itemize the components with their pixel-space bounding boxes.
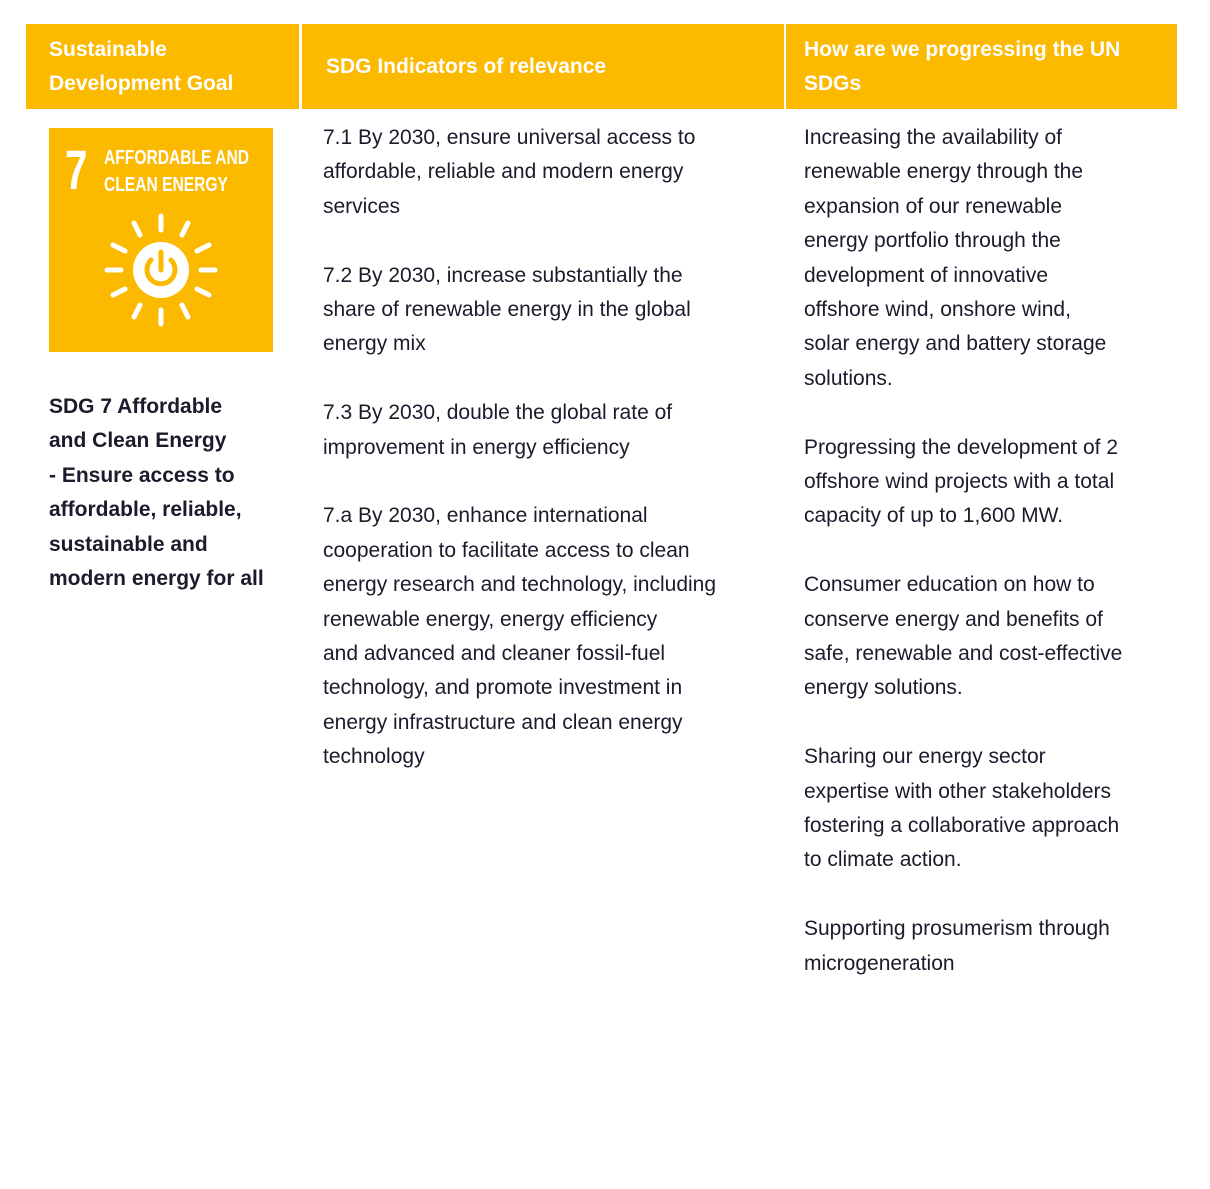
progress-line: development of innovative xyxy=(804,263,1048,287)
indicator-7-3 xyxy=(323,396,774,465)
indicator-7-1 xyxy=(323,121,774,224)
goal-description-line: sustainable and xyxy=(49,532,208,556)
progress-line: offshore wind, onshore wind, xyxy=(804,298,1071,322)
sdg-table xyxy=(26,24,1177,1015)
progress-line: energy solutions. xyxy=(804,676,963,700)
progress-item xyxy=(804,740,1167,878)
progress-line: Supporting prosumerism through xyxy=(804,917,1110,941)
sdg-number: 7 xyxy=(65,138,88,201)
goal-description-line: SDG 7 Affordable xyxy=(49,395,223,418)
goal-description-line: and Clean Energy xyxy=(49,429,227,453)
progress-line: Increasing the availability of xyxy=(804,126,1062,149)
progress-column xyxy=(784,109,1177,1015)
indicator-line: renewable energy, energy efficiency xyxy=(323,607,658,631)
progress-line: expertise with other stakeholders xyxy=(804,779,1111,803)
goal-column xyxy=(26,109,299,1015)
header-goal-line: Development Goal xyxy=(49,71,234,95)
indicator-line: energy infrastructure and clean energy xyxy=(323,710,683,734)
indicator-line: technology, and promote investment in xyxy=(323,676,683,700)
progress-line: solutions. xyxy=(804,366,893,390)
progress-line: offshore wind projects with a total xyxy=(804,470,1115,494)
header-goal xyxy=(26,24,299,109)
progress-item xyxy=(804,431,1167,534)
header-indicators xyxy=(302,24,784,109)
indicator-7-a xyxy=(323,499,774,774)
header-indicators-label: SDG Indicators of relevance xyxy=(326,54,607,78)
header-progress-line: How are we progressing the UN xyxy=(804,37,1121,61)
progress-line: energy portfolio through the xyxy=(804,229,1061,253)
indicator-line: 7.2 By 2030, increase substantially the xyxy=(323,263,683,287)
goal-description-line: modern energy for all xyxy=(49,567,264,591)
progress-line: microgeneration xyxy=(804,951,955,975)
goal-description-line: affordable, reliable, xyxy=(49,498,242,522)
indicators-column xyxy=(299,109,784,1015)
progress-line: Sharing our energy sector xyxy=(804,745,1046,769)
progress-line: fostering a collaborative approach xyxy=(804,814,1120,838)
indicator-line: affordable, reliable and modern energy xyxy=(323,160,684,184)
header-goal-line: Sustainable xyxy=(49,37,167,61)
header-progress-line: SDGs xyxy=(804,71,862,95)
sdg-tile-title-line: AFFORDABLE AND xyxy=(104,147,250,169)
indicator-line: improvement in energy efficiency xyxy=(323,435,630,459)
sdg-tile-title xyxy=(104,145,252,199)
indicator-line: 7.3 By 2030, double the global rate of xyxy=(323,401,673,425)
table-row xyxy=(26,109,1177,1015)
indicator-line: services xyxy=(323,194,401,218)
progress-item xyxy=(804,568,1167,706)
sdg-7-tile xyxy=(49,128,273,352)
progress-item xyxy=(804,912,1167,981)
indicator-line: and advanced and cleaner fossil-fuel xyxy=(323,642,666,666)
indicator-line: technology xyxy=(323,745,425,769)
indicator-line: energy research and technology, including xyxy=(323,573,717,597)
indicator-line: share of renewable energy in the global xyxy=(323,298,691,322)
goal-description-line: - Ensure access to xyxy=(49,463,235,487)
progress-line: Progressing the development of 2 xyxy=(804,435,1119,459)
goal-description xyxy=(49,390,299,596)
indicator-line: energy mix xyxy=(323,332,426,356)
indicator-line: 7.a By 2030, enhance international xyxy=(323,504,648,528)
indicator-7-2 xyxy=(323,259,774,362)
header-progress xyxy=(786,24,1177,109)
indicator-line: 7.1 By 2030, ensure universal access to xyxy=(323,126,696,149)
sdg-tile-title-line: CLEAN ENERGY xyxy=(104,174,228,196)
progress-line: renewable energy through the xyxy=(804,160,1084,184)
progress-line: safe, renewable and cost-effective xyxy=(804,642,1123,666)
progress-line: capacity of up to 1,600 MW. xyxy=(804,504,1064,528)
progress-line: expansion of our renewable xyxy=(804,194,1063,218)
progress-line: Consumer education on how to xyxy=(804,573,1095,597)
progress-line: to climate action. xyxy=(804,848,962,872)
progress-item xyxy=(804,121,1167,396)
indicator-line: cooperation to facilitate access to clean xyxy=(323,538,690,562)
progress-line: conserve energy and benefits of xyxy=(804,607,1103,631)
table-header xyxy=(26,24,1177,109)
sun-power-icon xyxy=(101,210,221,330)
progress-line: solar energy and battery storage xyxy=(804,332,1107,356)
